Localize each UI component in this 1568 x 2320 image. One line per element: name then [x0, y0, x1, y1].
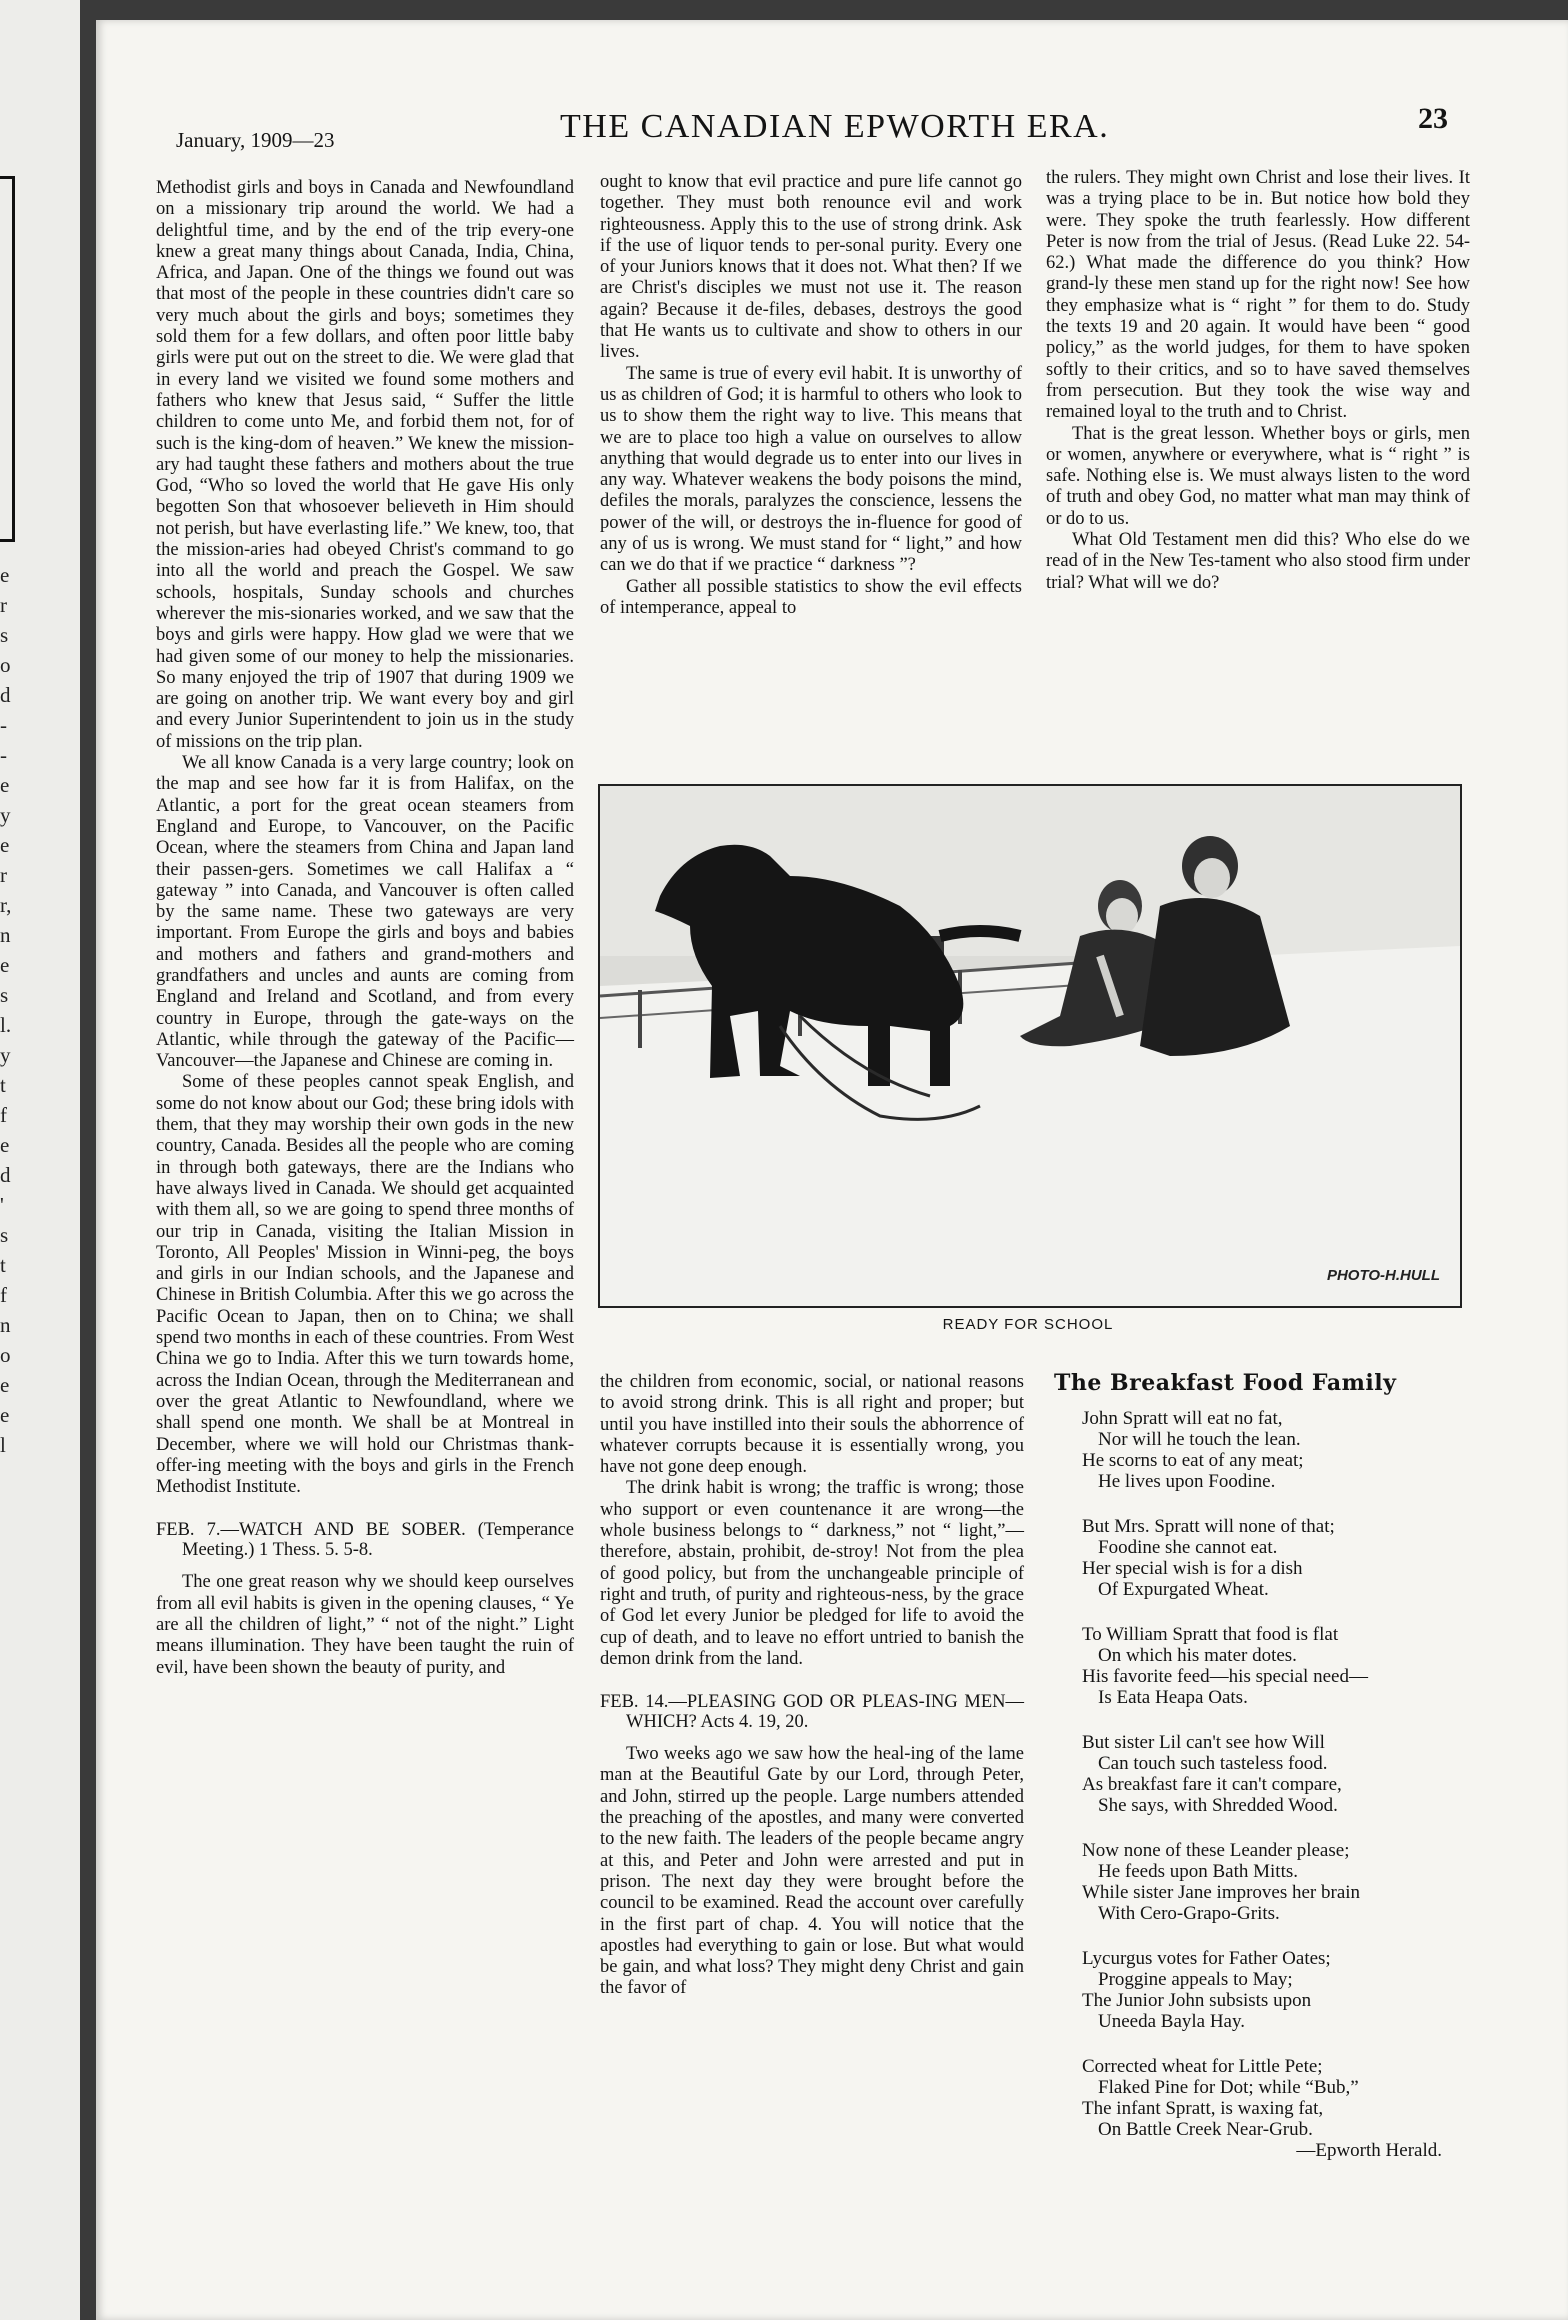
paragraph: The one great reason why we should keep ourselves from all evil habits is given in the opening clauses, “ Ye are all the children of light,” “ not of the night.” Light means illumination. They have been taught the ruin of evil, have been shown the beauty of purity, and — [156, 1572, 574, 1678]
poem-line: Her special wish is for a dish — [1082, 1558, 1303, 1579]
poem-stanza — [1082, 1408, 1462, 1492]
poem-line: Flaked Pine for Dot; while “Bub,” — [1098, 2077, 1359, 2098]
header-title: THE CANADIAN EPWORTH ERA. — [560, 108, 1110, 145]
poem-line: He feeds upon Bath Mitts. — [1098, 1861, 1299, 1882]
paragraph: Two weeks ago we saw how the heal-ing of the lame man at the Beautiful Gate by our Lord, through Peter, and John, stirred up the people. Large numbers attended the preaching of the apostles, and many were converted to the new faith. The leaders of the people became angry at this, and Peter and John were arrested and put in prison. The next day they were brought before the council to be examined. Read the account over carefully in the first part of chap. 4. You will notice that the apostles had everything to gain or lose. But what would be gain, and what loss? They might deny Christ and gain the favor of — [600, 1744, 1024, 1999]
photo-illustration — [600, 786, 1460, 1306]
poem-line: Corrected wheat for Little Pete; — [1082, 2056, 1323, 2077]
paragraph: ought to know that evil practice and pure life cannot go together. They must both renounce evil and work righteousness. Apply this to the use of strong drink. Ask if the use of liquor tends to per-sonal purity. Every one of your Juniors knows that it does not. What then? If we are Christ's disciples we must not use it. The reason again? Because it de-files, debases, destroys the good that He wants us to cultivate and show to others in our lives. — [600, 172, 1022, 363]
photo-credit: PHOTO-H.HULL — [1326, 1267, 1440, 1284]
paragraph: That is the great lesson. Whether boys or girls, men or women, anywhere or everywhere, what is “ right ” is safe. Nothing else is. We must always listen to the word of truth and obey God, no matter what man may think of or do to us. — [1046, 423, 1470, 529]
poem-title: The Breakfast Food Family — [1054, 1370, 1397, 1396]
paragraph: What Old Testament men did this? Who else do we read of in the New Tes-tament who also stood firm under trial? What will we do? — [1046, 530, 1470, 593]
poem-stanza — [1082, 1732, 1462, 1816]
column-left — [156, 178, 574, 1679]
page-number: 23 — [1418, 102, 1448, 135]
poem-line: John Spratt will eat no fat, — [1082, 1408, 1283, 1429]
poem-line: Now none of these Leander please; — [1082, 1840, 1350, 1861]
poem-line: But sister Lil can't see how Will — [1082, 1732, 1325, 1753]
photograph-dog-sled — [598, 784, 1462, 1308]
lesson-heading-feb-7: FEB. 7.—WATCH AND BE SOBER. (Temperance Meeting.) 1 Thess. 5. 5-8. — [156, 1520, 574, 1561]
poem-line: His favorite feed—his special need— — [1082, 1666, 1368, 1687]
poem-line: Is Eata Heapa Oats. — [1098, 1687, 1248, 1708]
poem-attribution: —Epworth Herald. — [1296, 2140, 1442, 2161]
lesson-heading-feb-14: FEB. 14.—PLEASING GOD OR PLEAS-ING MEN—WHICH? Acts 4. 19, 20. — [600, 1692, 1024, 1733]
poem-line: As breakfast fare it can't compare, — [1082, 1774, 1342, 1795]
column-middle-bottom — [600, 1372, 1024, 2000]
poem-line: Uneeda Bayla Hay. — [1098, 2011, 1246, 2032]
paragraph: The same is true of every evil habit. It is unworthy of us as children of God; it is harmful to others who look to us to show them the right way to live. This means that we are to place too high a value on ourselves to allow anything that would degrade us to enter into our lives in any way. Whatever weakens the body poisons the mind, defiles the morals, paralyzes the conscience, lessens the power of the will, or destroys the in-fluence for good of any of us is wrong. We must stand for “ light,” and how can we do that if we practice “ darkness ”? — [600, 363, 1022, 576]
poem-stanza — [1082, 1624, 1462, 1708]
poem-line: He scorns to eat of any meat; — [1082, 1450, 1304, 1471]
poem-line: On Battle Creek Near-Grub. — [1098, 2119, 1313, 2140]
adjacent-page-edge — [0, 0, 80, 2320]
column-right-top — [1046, 168, 1470, 594]
poem-stanza — [1082, 1948, 1462, 2032]
adjacent-page-letters: e r s o d - - e y e r r, n e s l. y t f e d ' s t f n o e e l — [0, 563, 12, 1457]
poem-line: But Mrs. Spratt will none of that; — [1082, 1516, 1335, 1537]
poem-line: The Junior John subsists upon — [1082, 1990, 1312, 2011]
poem-line: Foodine she cannot eat. — [1098, 1537, 1278, 1558]
paragraph: Gather all possible statistics to show the evil effects of intemperance, appeal to — [600, 576, 1022, 618]
photo-caption: READY FOR SCHOOL — [942, 1316, 1114, 1333]
paragraph: Methodist girls and boys in Canada and Newfoundland on a missionary trip around the world. We had a delightful time, and by the end of the trip every-one knew a great many things about Canada, India, China, Africa, and Japan. One of the things we found out was that most of the people in these countries didn't care so very much about the girls and boys; sometimes they sold them for a few dollars, and often poor little baby girls were put out on the street to die. We were glad that in every land we visited we found some mothers and fathers who knew that Jesus said, “ Suffer the little children to come unto Me, and forbid them not, for of such is the king-dom of heaven.” We knew the mission-ary had taught these fathers and mothers about the true God, “Who so loved the world that He gave His only begotten Son that whosoever believeth in Him should not perish, but have everlasting life.” We knew, too, that the mission-aries had obeyed Christ's command to go into all the world and preach the Gospel. We saw schools, hospitals, Sunday schools and churches wherever the mis-sionaries worked, and we saw that the boys and girls were happy. How glad we were that we had given some of our money to help the missionaries. So many enjoyed the trip of 1907 that during 1909 we are going on another trip. We want every boy and girl and every Junior Superintendent to join us in the study of missions on the trip plan. — [156, 178, 574, 752]
poem-line: While sister Jane improves her brain — [1082, 1882, 1361, 1903]
poem-line: With Cero-Grapo-Grits. — [1098, 1903, 1280, 1924]
paragraph: the rulers. They might own Christ and lose their lives. It was a trying place to be in. But notice how bold they were. They spoke the truth fearlessly. How different Peter is now from the trial of Jesus. (Read Luke 22. 54-62.) What made the difference do you think? How grand-ly these men stand up for the right now! See how they emphasize what is “ right ” for them to do. Study the texts 19 and 20 again. It would have been “ good policy,” as the world judges, for them to have spoken softly to their critics, and so to have saved themselves from persecution. But they took the wise way and remained loyal to the truth and to Christ. — [1046, 168, 1470, 423]
paragraph: We all know Canada is a very large country; look on the map and see how far it is from Halifax, on the Atlantic, a port for the great ocean steamers from England and Europe, to Vancouver, on the Pacific Ocean, where the steamers from China and Japan land their passen-gers. Sometimes we call Halifax a “ gateway ” into Canada, and Vancouver is often called by the same name. These two gateways are very important. From Europe the girls and boys and babies and mothers and fathers and grand-mothers and grandfathers and uncles and aunts are coming from England and Ireland and Scotland, and from every country in Europe, through the gate-ways on the Atlantic, while through the gateway of the Pacific—Vancouver—the Japanese and Chinese are coming in. — [156, 753, 574, 1072]
paragraph: Some of these peoples cannot speak English, and some do not know about our God; these bring idols with them, that they may worship their own gods in the new country, Canada. Besides all the people who are coming in through both gateways, there are the Indians who have always lived in Canada. We should get acquainted with them all, so we are going to spend three months of our trip in Canada, visiting the Italian Mission in Toronto, All Peoples' Mission in Winni-peg, the boys and girls in our Indian schools, and the Japanese and Chinese in British Columbia. After this we go across the Pacific Ocean to Japan, then on to China; we shall spend two months in each of these countries. From West China we go to India. After this we turn towards home, across the Indian Ocean, through the Mediterranean and over the great Atlantic to Newfoundland, where we shall spend one month. We shall be at Montreal in December, where we will hold our Christmas thank-offer-ing meeting with the boys and girls in the French Methodist Institute. — [156, 1072, 574, 1498]
poem-stanza — [1082, 1840, 1462, 1924]
poem-stanza — [1082, 1516, 1462, 1600]
header-date: January, 1909—23 — [176, 128, 335, 152]
poem-line: Nor will he touch the lean. — [1098, 1429, 1301, 1450]
poem-stanza — [1082, 2056, 1462, 2161]
poem-line: Proggine appeals to May; — [1098, 1969, 1293, 1990]
poem-line: He lives upon Foodine. — [1098, 1471, 1276, 1492]
poem-line: Of Expurgated Wheat. — [1098, 1579, 1269, 1600]
poem-line: Can touch such tasteless food. — [1098, 1753, 1328, 1774]
poem-line: Lycurgus votes for Father Oates; — [1082, 1948, 1331, 1969]
paragraph: The drink habit is wrong; the traffic is wrong; those who support or even countenance it are wrong—the whole business belongs to “ darkness,” not “ light,”—therefore, abstain, prohibit, de-stroy! Not from the plea of good policy, but from the unchangeable principle of right and truth, of purity and righteous-ness, by the grace of God let every Junior be pledged for life to avoid the cup of death, and to leave no effort untried to banish the demon drink from the land. — [600, 1478, 1024, 1669]
poem-body — [1082, 1408, 1462, 2185]
column-middle-top — [600, 172, 1022, 619]
poem-line: The infant Spratt, is waxing fat, — [1082, 2098, 1324, 2119]
poem-line: To William Spratt that food is flat — [1082, 1624, 1339, 1645]
adjacent-page-rule-box — [0, 176, 15, 542]
poem-line: On which his mater dotes. — [1098, 1645, 1297, 1666]
poem-line: She says, with Shredded Wood. — [1098, 1795, 1338, 1816]
paragraph: the children from economic, social, or national reasons to avoid strong drink. This is all right and proper; but until you have instilled into their souls the abhorrence of whatever corrupts because it is essentially wrong, you have not gone deep enough. — [600, 1372, 1024, 1478]
